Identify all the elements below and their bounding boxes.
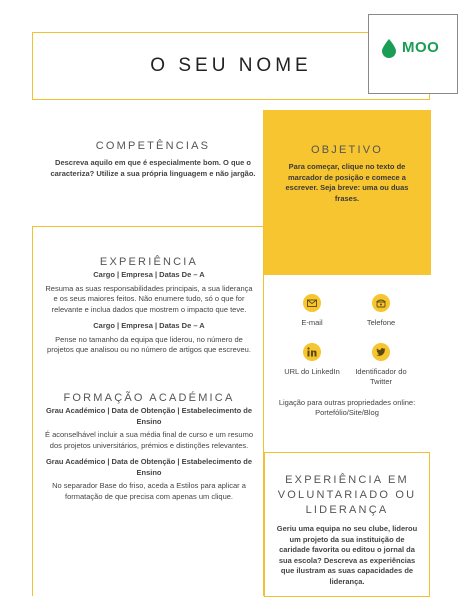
job-description[interactable]: Resuma as suas responsabilidades principais, a sua liderança e os seus maiores feitos. Não enumere tudo, só o que for relevante e inclua dados que mostrem o impacto que teve. xyxy=(45,283,253,314)
volunteer-heading[interactable]: EXPERIÊNCIA EM VOLUNTARIADO OU LIDERANÇA xyxy=(277,474,417,516)
drop-icon xyxy=(382,39,396,58)
degree-title[interactable]: Grau Académico | Data de Obtenção | Estabelecimento de Ensino xyxy=(45,406,253,426)
phone-label[interactable]: Telefone xyxy=(366,318,396,327)
email-icon xyxy=(303,294,321,312)
objective-heading[interactable]: OBJETIVO xyxy=(311,144,383,156)
online-links-text[interactable]: Ligação para outras propriedades online: Portefólio/Site/Blog xyxy=(278,398,416,417)
skills-heading[interactable]: COMPETÊNCIAS xyxy=(95,140,211,152)
job-title[interactable]: Cargo | Empresa | Datas De – A xyxy=(93,270,205,279)
degree-description[interactable]: É aconselhável incluir a sua média final de curso e um resumo dos projetos universitários, prémios e distinções relevantes. xyxy=(44,430,254,450)
email-label[interactable]: E-mail xyxy=(301,318,323,327)
degree-title[interactable]: Grau Académico | Data de Obtenção | Estabelecimento de Ensino xyxy=(45,457,253,477)
experience-section xyxy=(44,256,254,362)
objective-panel xyxy=(263,110,431,275)
linkedin-label[interactable]: URL do LinkedIn xyxy=(284,367,340,376)
experience-heading[interactable]: EXPERIÊNCIA xyxy=(99,256,199,268)
twitter-icon xyxy=(372,343,390,361)
degree-description[interactable]: No separador Base do friso, aceda a Estilos para aplicar a formatação de que precisa com apenas um clique. xyxy=(52,481,246,501)
education-heading[interactable]: FORMAÇÃO ACADÉMICA xyxy=(63,392,235,404)
skills-section xyxy=(48,140,258,179)
job-title[interactable]: Cargo | Empresa | Datas De – A xyxy=(93,321,205,330)
twitter-label[interactable]: Identificador do Twitter xyxy=(355,367,407,386)
volunteer-panel xyxy=(264,452,430,597)
phone-icon xyxy=(372,294,390,312)
objective-text[interactable]: Para começar, clique no texto de marcador de posição e comece a escrever. Seja breve: uma ou duas frases. xyxy=(285,162,409,203)
linkedin-icon xyxy=(303,343,321,361)
skills-text[interactable]: Descreva aquilo em que é especialmente bom. O que o caracteriza? Utilize a sua própria linguagem e não jargão. xyxy=(50,158,256,178)
page-title[interactable]: O SEU NOME xyxy=(150,55,312,76)
education-section xyxy=(44,392,254,508)
job-description[interactable]: Pense no tamanho da equipa que liderou, no número de projetos que analisou ou no número de artigos que escreveu. xyxy=(47,334,251,354)
logo-text: MOO xyxy=(402,39,440,56)
moo-logo xyxy=(368,14,458,94)
volunteer-text[interactable]: Geriu uma equipa no seu clube, liderou um projeto da sua instituição de caridade favorita ou editou o jornal da sua escola? Descreva as experiências que ilustram as suas capacidades de liderança. xyxy=(276,524,418,586)
